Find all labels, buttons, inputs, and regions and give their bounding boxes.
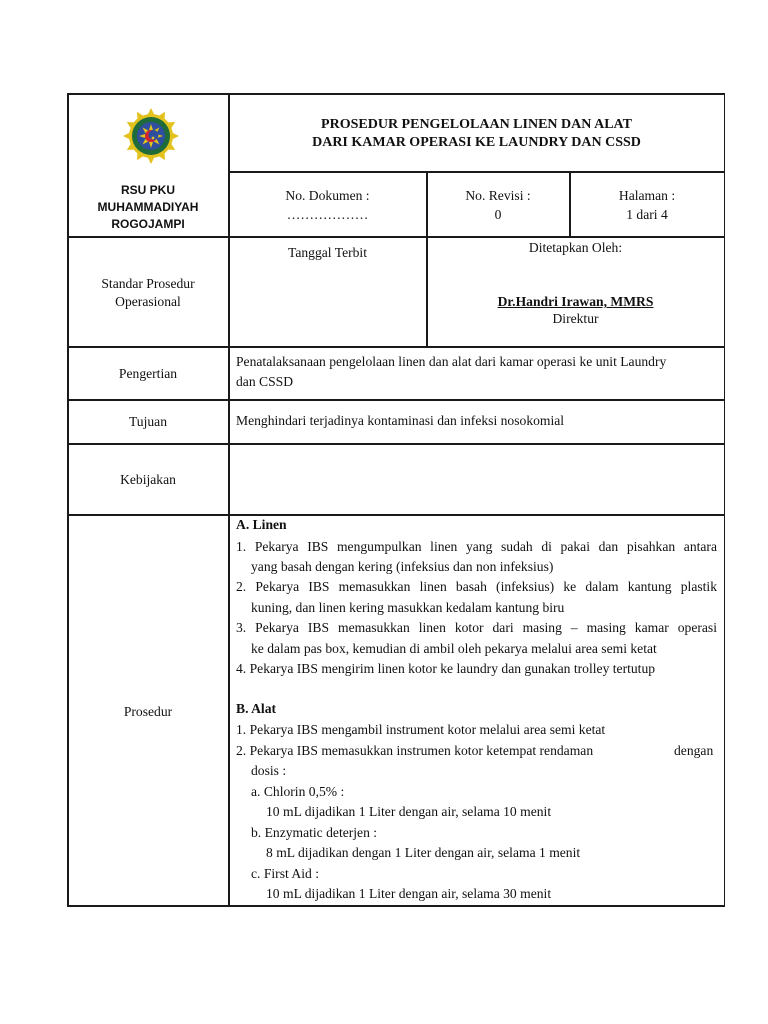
hospital-logo xyxy=(122,107,180,165)
alat-heading: B. Alat xyxy=(236,701,277,716)
spo-divider xyxy=(67,346,725,348)
linen-step-1-cont: yang basah dengan kering (infeksius dan non infeksius) xyxy=(251,559,554,574)
pengertian-line2: dan CSSD xyxy=(236,374,294,389)
prosedur-label: Prosedur xyxy=(123,704,173,719)
ditetapkan-label: Ditetapkan Oleh: xyxy=(528,240,623,255)
tanggal-terbit-label: Tanggal Terbit xyxy=(287,245,367,260)
alat-step-2: 2. Pekarya IBS memasukkan instrumen kotor ketempat rendaman xyxy=(236,743,594,758)
title-divider xyxy=(228,171,725,173)
revisi-value: 0 xyxy=(494,207,502,222)
pengertian-label: Pengertian xyxy=(118,366,178,381)
dokumen-value: ……………… xyxy=(286,207,369,222)
alat-sub-b-detail: 8 mL dijadikan dengan 1 Liter dengan air, selama 1 menit xyxy=(266,845,581,860)
pengertian-line1: Penatalaksanaan pengelolaan linen dan alat dari kamar operasi ke unit Laundry xyxy=(236,354,667,369)
revisi-label: No. Revisi : xyxy=(465,188,531,203)
linen-step-4: 4. Pekarya IBS mengirim linen kotor ke laundry dan gunakan trolley tertutup xyxy=(236,661,656,676)
alat-step-2-cont: dosis : xyxy=(251,763,287,778)
halaman-label: Halaman : xyxy=(618,188,676,203)
document-title-line1: PROSEDUR PENGELOLAAN LINEN DAN ALAT xyxy=(321,117,632,132)
linen-heading: A. Linen xyxy=(236,517,287,532)
linen-step-1: 1. Pekarya IBS mengumpulkan linen yang sudah di pakai dan pisahkan antara xyxy=(236,539,717,554)
kebijakan-divider xyxy=(67,514,725,516)
table-border-bottom xyxy=(67,905,725,907)
hospital-name-line3: ROGOJAMPI xyxy=(111,217,185,231)
table-border-top xyxy=(67,93,725,95)
kebijakan-label: Kebijakan xyxy=(120,472,176,487)
linen-step-2: 2. Pekarya IBS memasukkan linen basah (infeksius) ke dalam kantung plastik xyxy=(236,579,717,594)
dokumen-label: No. Dokumen : xyxy=(285,188,370,203)
alat-sub-b: b. Enzymatic deterjen : xyxy=(251,825,378,840)
alat-sub-c: c. First Aid : xyxy=(251,866,319,881)
tujuan-label: Tujuan xyxy=(128,414,168,429)
hospital-name-line1: RSU PKU xyxy=(120,183,175,197)
alat-step-2-end: dengan xyxy=(674,743,714,758)
document-title-line2: DARI KAMAR OPERASI KE LAUNDRY DAN CSSD xyxy=(312,135,641,150)
hospital-name-line2: MUHAMMADIYAH xyxy=(97,200,199,214)
alat-step-1: 1. Pekarya IBS mengambil instrument kotor melalui area semi ketat xyxy=(236,722,606,737)
spo-label-line2: Operasional xyxy=(115,294,181,309)
alat-sub-c-detail: 10 mL dijadikan 1 Liter dengan air, selama 30 menit xyxy=(266,886,552,901)
tujuan-divider xyxy=(67,443,725,445)
spo-label-line1: Standar Prosedur xyxy=(101,276,195,291)
tujuan-text: Menghindari terjadinya kontaminasi dan infeksi nosokomial xyxy=(236,413,565,428)
alat-sub-a-detail: 10 mL dijadikan 1 Liter dengan air, selama 10 menit xyxy=(266,804,552,819)
linen-step-3-cont: ke dalam pas box, kemudian di ambil oleh pekarya melalui area semi ketat xyxy=(251,641,657,656)
halaman-value: 1 dari 4 xyxy=(626,207,668,222)
linen-step-2-cont: kuning, dan linen kering masukkan kedalam kantung biru xyxy=(251,600,565,615)
signer-name: Dr.Handri Irawan, MMRS xyxy=(497,294,654,309)
signer-title: Direktur xyxy=(552,311,599,326)
pengertian-divider xyxy=(67,399,725,401)
alat-sub-a: a. Chlorin 0,5% : xyxy=(251,784,345,799)
linen-step-3: 3. Pekarya IBS memasukkan linen kotor dari masing – masing kamar operasi xyxy=(236,620,717,635)
